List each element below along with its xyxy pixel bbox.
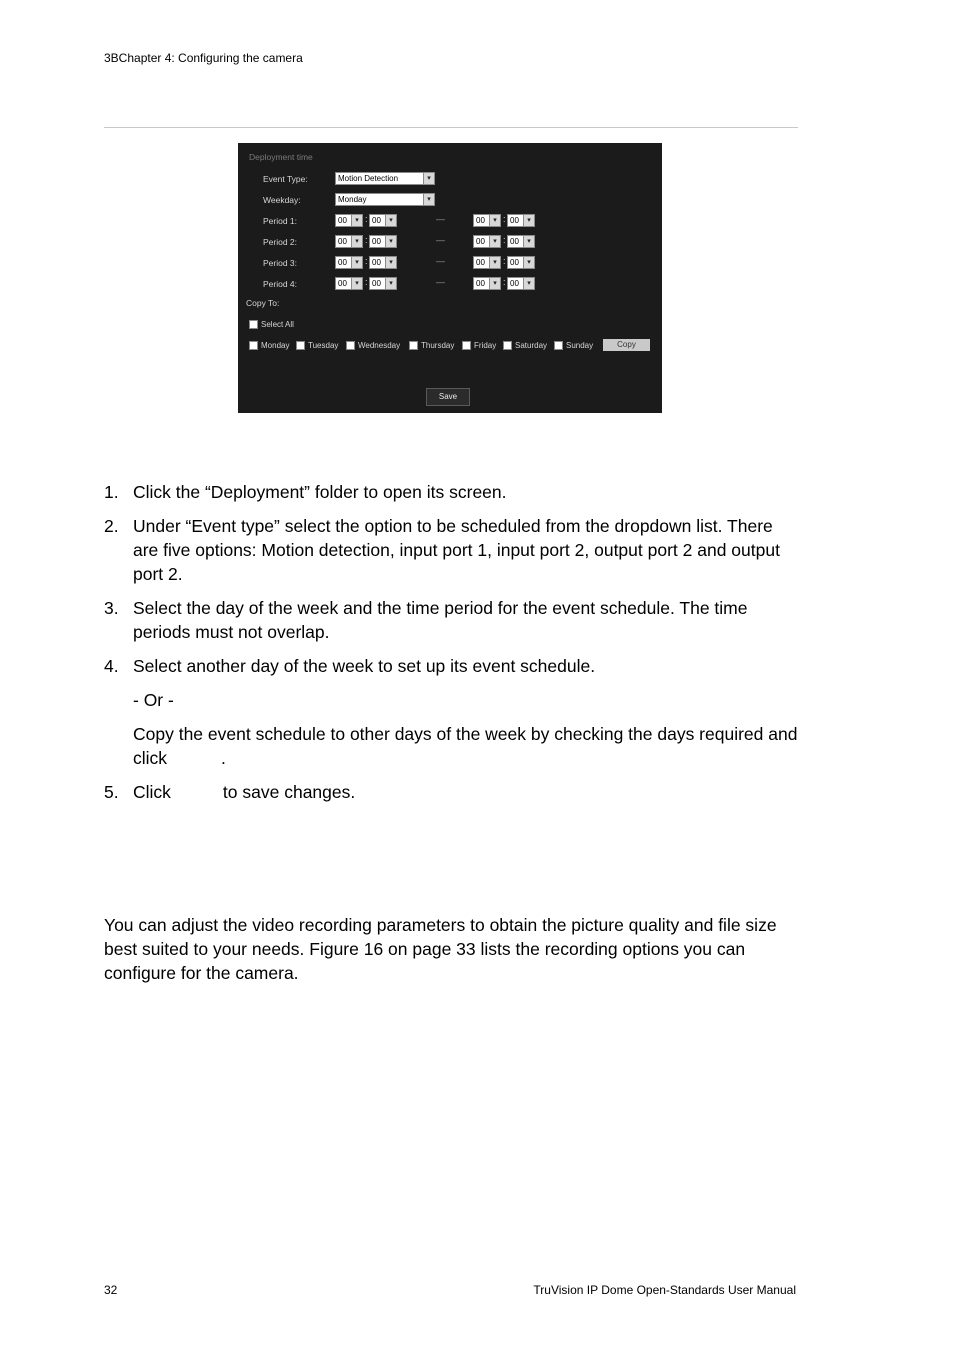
chevron-down-icon: ▾	[523, 278, 534, 289]
time-separator: :	[503, 277, 506, 287]
period-2-start-minute[interactable]: 00 ▾	[369, 235, 397, 248]
time-separator: :	[365, 235, 368, 245]
step-text: Select another day of the week to set up its event schedule.	[133, 656, 596, 676]
period-1-label: Period 1:	[263, 216, 298, 226]
period-3-start-minute[interactable]: 00 ▾	[369, 256, 397, 269]
chevron-down-icon: ▾	[351, 257, 362, 268]
period-4-label: Period 4:	[263, 279, 298, 289]
manual-title: TruVision IP Dome Open-Standards User Manual	[533, 1283, 796, 1297]
chapter-header: 3BChapter 4: Configuring the camera	[104, 51, 303, 65]
time-separator: :	[503, 256, 506, 266]
step-1	[104, 480, 798, 504]
chevron-down-icon: ▾	[489, 278, 500, 289]
weekday-select[interactable]: Monday ▾	[335, 193, 435, 206]
period-1-end-hour[interactable]: 00 ▾	[473, 214, 501, 227]
chevron-down-icon: ▾	[489, 257, 500, 268]
time-separator: :	[365, 277, 368, 287]
period-4-end-minute[interactable]: 00 ▾	[507, 277, 535, 290]
time-separator: :	[365, 256, 368, 266]
chevron-down-icon: ▾	[489, 236, 500, 247]
period-1-end-minute[interactable]: 00 ▾	[507, 214, 535, 227]
chevron-down-icon: ▾	[523, 215, 534, 226]
friday-label: Friday	[474, 341, 497, 350]
event-type-select[interactable]: Motion Detection ▾	[335, 172, 435, 185]
step-number: 2.	[104, 516, 119, 536]
chevron-down-icon: ▾	[423, 194, 434, 205]
chevron-down-icon: ▾	[423, 173, 434, 184]
period-dash: —	[436, 256, 445, 266]
step-3	[104, 596, 798, 644]
copy-instruction-end: .	[221, 748, 226, 768]
step-text: Click	[133, 782, 171, 802]
page-number: 32	[104, 1283, 118, 1297]
time-separator: :	[365, 214, 368, 224]
period-2-end-minute[interactable]: 00 ▾	[507, 235, 535, 248]
chevron-down-icon: ▾	[523, 236, 534, 247]
time-separator: :	[503, 235, 506, 245]
period-4-end-hour[interactable]: 00 ▾	[473, 277, 501, 290]
time-separator: :	[503, 214, 506, 224]
panel-title: Deployment time	[249, 152, 313, 162]
or-separator: - Or -	[133, 690, 174, 710]
period-dash: —	[436, 235, 445, 245]
step-4	[104, 654, 798, 678]
period-3-start-hour[interactable]: 00 ▾	[335, 256, 363, 269]
save-button[interactable]: Save	[426, 388, 470, 406]
tuesday-checkbox[interactable]	[296, 341, 305, 350]
period-1-start-minute[interactable]: 00 ▾	[369, 214, 397, 227]
chevron-down-icon: ▾	[385, 236, 396, 247]
step-text: Click the “Deployment” folder to open its screen.	[133, 482, 507, 502]
weekday-label: Weekday:	[263, 195, 301, 205]
header-rule	[104, 127, 798, 128]
copy-instruction	[104, 722, 798, 770]
monday-label: Monday	[261, 341, 290, 350]
step-text: Select the day of the week and the time period for the event schedule. The time periods must not overlap.	[133, 598, 748, 642]
recording-paragraph: You can adjust the video recording parameters to obtain the picture quality and file size best suited to your needs. Figure 16 on page 33 lists the recording options you can configure for the camera.	[104, 915, 777, 983]
step-text-end: to save changes.	[222, 782, 356, 802]
period-dash: —	[436, 214, 445, 224]
step-number: 1.	[104, 482, 119, 502]
sunday-checkbox[interactable]	[554, 341, 563, 350]
copy-to-label: Copy To:	[246, 298, 280, 308]
step-number: 4.	[104, 656, 119, 676]
copy-button[interactable]: Copy	[603, 339, 650, 351]
chevron-down-icon: ▾	[523, 257, 534, 268]
saturday-label: Saturday	[515, 341, 548, 350]
chevron-down-icon: ▾	[385, 278, 396, 289]
step-text: Under “Event type” select the option to be scheduled from the dropdown list. There are five options: Motion detection, input port 1, input port 2, output port 2 and output port 2.	[133, 516, 780, 584]
procedure-steps	[104, 480, 798, 814]
wednesday-label: Wednesday	[358, 341, 401, 350]
step-number: 3.	[104, 598, 119, 618]
chevron-down-icon: ▾	[385, 257, 396, 268]
chevron-down-icon: ▾	[351, 236, 362, 247]
period-3-end-hour[interactable]: 00 ▾	[473, 256, 501, 269]
deployment-time-screenshot	[238, 143, 662, 413]
period-2-start-hour[interactable]: 00 ▾	[335, 235, 363, 248]
event-type-label: Event Type:	[263, 174, 308, 184]
period-1-start-hour[interactable]: 00 ▾	[335, 214, 363, 227]
monday-checkbox[interactable]	[249, 341, 258, 350]
friday-checkbox[interactable]	[462, 341, 471, 350]
period-2-end-hour[interactable]: 00 ▾	[473, 235, 501, 248]
select-all-checkbox[interactable]	[249, 320, 258, 329]
sunday-label: Sunday	[566, 341, 594, 350]
tuesday-label: Tuesday	[308, 341, 339, 350]
select-all-label: Select All	[261, 320, 294, 329]
period-3-label: Period 3:	[263, 258, 298, 268]
saturday-checkbox[interactable]	[503, 341, 512, 350]
chevron-down-icon: ▾	[489, 215, 500, 226]
wednesday-checkbox[interactable]	[346, 341, 355, 350]
chevron-down-icon: ▾	[351, 278, 362, 289]
period-4-start-minute[interactable]: 00 ▾	[369, 277, 397, 290]
step-2	[104, 514, 798, 586]
thursday-label: Thursday	[421, 341, 455, 350]
period-4-start-hour[interactable]: 00 ▾	[335, 277, 363, 290]
thursday-checkbox[interactable]	[409, 341, 418, 350]
period-3-end-minute[interactable]: 00 ▾	[507, 256, 535, 269]
period-dash: —	[436, 277, 445, 287]
period-2-label: Period 2:	[263, 237, 298, 247]
step-number: 5.	[104, 782, 119, 802]
copy-instruction-text: Copy the event schedule to other days of the week by checking the days required and click	[133, 724, 798, 768]
step-5	[104, 780, 798, 804]
chevron-down-icon: ▾	[351, 215, 362, 226]
chevron-down-icon: ▾	[385, 215, 396, 226]
